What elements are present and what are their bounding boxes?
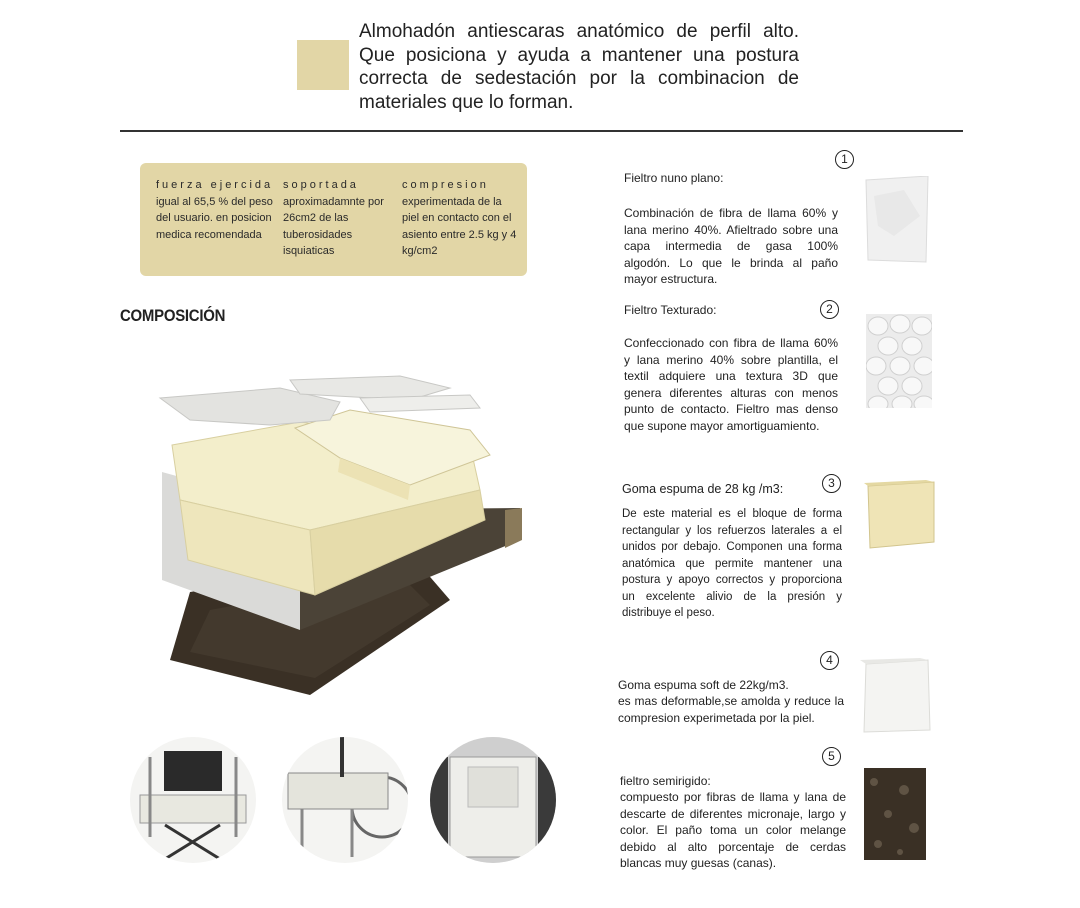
material-number-badge: 4 <box>820 651 839 670</box>
compression-column <box>402 177 520 260</box>
force-text: igual al 65,5 % del peso del usuario. en posicion medica recomendada <box>156 195 273 241</box>
material-description: es mas deformable,se amolda y reduce la compresion experimetada por la piel. <box>618 694 844 725</box>
material-description: De este material es el bloque de forma rectangular y los refuerzos laterales a el unidos por debajo. Componen una forma anatómica que permite mantener una postura y apoyo correctos y proporciona un excelente alivio de la presión y distribuye el peso. <box>622 508 842 619</box>
material-number-badge: 3 <box>822 474 841 493</box>
material-number-badge: 1 <box>835 150 854 169</box>
accent-swatch <box>297 40 349 90</box>
product-description: Almohadón antiescaras anatómico de perfil alto. Que posiciona y ayuda a mantener una postura correcta de sedestación por la combinacion de materiales que lo forman. <box>359 21 799 113</box>
material-description: compuesto por fibras de llama y lana de descarte de diferentes micronaje, largo y color. El paño toma un color melange debido al alto porcentaje de cerdas blancas muy guesas (canas). <box>620 790 846 870</box>
material-label: Fieltro nuno plano: <box>624 171 724 185</box>
material-number-badge: 2 <box>820 300 839 319</box>
material-description: Confeccionado con fibra de llama 60% y lana merino 40% sobre plantilla, el textil adquiere una textura 3D que genera diferentes alturas con menos punto de contacto. Fieltro mas denso que supone mayor amortiguamiento. <box>624 336 838 433</box>
cushion-top-photo <box>430 737 556 863</box>
foam-28-swatch <box>864 480 938 550</box>
compression-text: experimentada de la piel en contacto con el asiento entre 2.5 kg y 4 kg/cm2 <box>402 195 517 257</box>
material-number-badge: 5 <box>822 747 841 766</box>
material-description: Combinación de fibra de llama 60% y lana merino 40%. Afieltrado sobre una capa intermedia de gasa 100% algodón. Lo que le brinda al paño mayor estructura. <box>624 206 838 286</box>
material-label: Goma espuma de 28 kg /m3: <box>622 482 784 496</box>
header-divider <box>120 130 963 132</box>
semirigid-felt-swatch <box>864 768 926 860</box>
textured-felt-swatch <box>866 314 932 408</box>
pressure-info-box <box>140 163 527 276</box>
wheelchair-side-photo <box>282 737 408 863</box>
force-column <box>156 177 274 243</box>
compression-keyword: compresion <box>402 179 489 191</box>
cushion-exploded-illustration <box>150 360 530 700</box>
section-title: COMPOSICIÓN <box>120 306 226 325</box>
support-text: aproximadamnte por 26cm2 de las tuberosidades isquiaticas <box>283 195 384 257</box>
flat-felt-swatch <box>864 176 930 264</box>
support-keyword: soportada <box>283 179 359 191</box>
material-label: fieltro semirigido: <box>620 774 711 788</box>
wheelchair-front-photo <box>130 737 256 863</box>
force-keyword: fuerza ejercida <box>156 179 274 191</box>
support-column <box>283 177 393 260</box>
material-label: Fieltro Texturado: <box>624 303 717 317</box>
soft-foam-swatch <box>860 658 934 734</box>
material-label: Goma espuma soft de 22kg/m3. <box>618 678 789 692</box>
